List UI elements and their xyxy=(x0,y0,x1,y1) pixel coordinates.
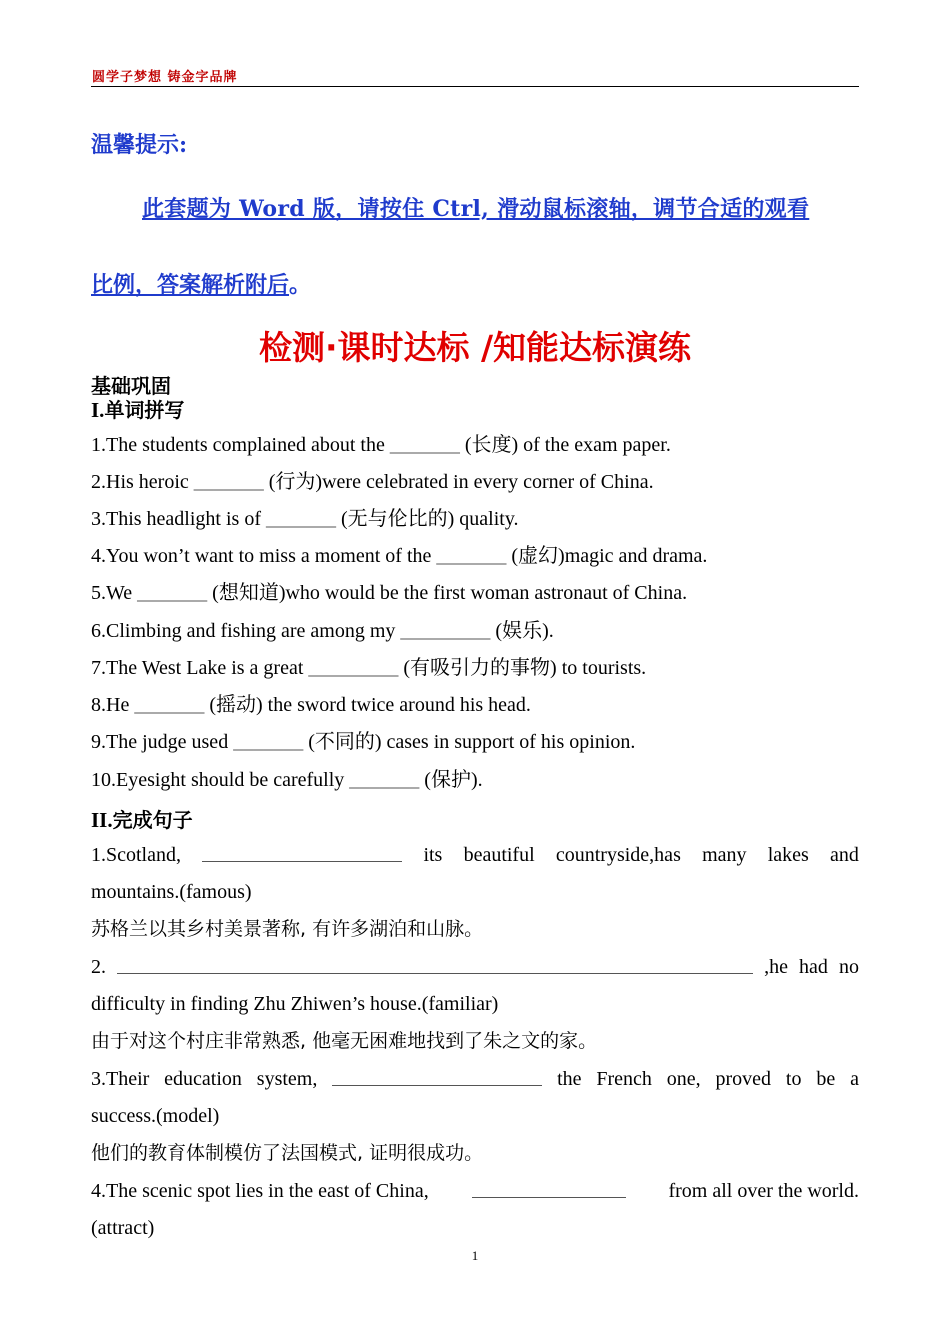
answer-blank[interactable] xyxy=(332,1067,542,1086)
part2-label: 完成句子 xyxy=(112,808,193,832)
answer-blank[interactable] xyxy=(202,843,402,862)
tip-line-2-end: 。 xyxy=(289,272,312,298)
spelling-item: 9.The judge used _______ (不同的) cases in support of his opinion. xyxy=(91,731,636,753)
sentence-2-line: 2. ,he had no xyxy=(91,956,859,978)
tip-title: 温馨提示: xyxy=(91,132,188,158)
sentence-3-cont: success.(model) xyxy=(91,1105,220,1127)
sentence-1-line: 1.Scotland, its beautiful countryside,has many lakes and xyxy=(91,844,859,866)
answer-blank[interactable] xyxy=(117,955,753,974)
spelling-item: 5.We _______ (想知道)who would be the first woman astronaut of China. xyxy=(91,582,688,604)
section-basic: 基础巩固 xyxy=(91,374,171,398)
spelling-item: 10.Eyesight should be carefully _______ (保护). xyxy=(91,769,483,791)
spelling-item: 6.Climbing and fishing are among my _________ (娱乐). xyxy=(91,620,554,642)
answer-blank[interactable] xyxy=(472,1179,626,1198)
sentence-1-cont: mountains.(famous) xyxy=(91,881,252,903)
sentence-2-translation: 由于对这个村庄非常熟悉, 他毫无困难地找到了朱之文的家。 xyxy=(91,1030,598,1052)
section-part1 xyxy=(91,394,184,423)
sentence-4-cont: (attract) xyxy=(91,1217,155,1239)
answer-blank[interactable]: _______ xyxy=(137,582,208,604)
spelling-item: 3.This headlight is of _______ (无与伦比的) quality. xyxy=(91,508,519,530)
tip-line-2 xyxy=(91,268,311,299)
header-rule xyxy=(91,86,859,87)
sentence-1-translation: 苏格兰以其乡村美景著称, 有许多湖泊和山脉。 xyxy=(91,918,484,940)
page-title: 检测·课时达标 /知能达标演练 xyxy=(258,328,692,367)
header-brand: 圆学子梦想 铸金字品牌 xyxy=(92,70,238,85)
answer-blank[interactable]: _______ xyxy=(389,434,460,456)
answer-blank[interactable]: _________ xyxy=(400,620,491,642)
page-number: 1 xyxy=(471,1248,479,1263)
spelling-item: 2.His heroic _______ (行为)were celebrated in every corner of China. xyxy=(91,471,654,493)
spelling-item: 8.He _______ (摇动) the sword twice around his head. xyxy=(91,694,531,716)
tip-line-1: 此套题为 Word 版，请按住 Ctrl, 滑动鼠标滚轴，调节合适的观看 xyxy=(142,196,810,222)
answer-blank[interactable]: _________ xyxy=(308,657,399,679)
section-part2 xyxy=(91,804,193,833)
answer-blank[interactable]: _______ xyxy=(134,694,205,716)
sentence-3-translation: 他们的教育体制模仿了法国模式, 证明很成功。 xyxy=(91,1142,484,1164)
sentence-3-line: 3.Their education system, the French one, proved to be a xyxy=(91,1068,859,1090)
answer-blank[interactable]: _______ xyxy=(265,508,336,530)
spelling-item: 4.You won’t want to miss a moment of the _______ (虚幻)magic and drama. xyxy=(91,545,708,567)
answer-blank[interactable]: _______ xyxy=(233,731,304,753)
sentence-2-cont: difficulty in finding Zhu Zhiwen’s house.(familiar) xyxy=(91,993,499,1015)
part1-label: 单词拼写 xyxy=(104,398,185,422)
part1-roman: I. xyxy=(91,398,105,422)
sentence-4-line: 4.The scenic spot lies in the east of China, from all over the world. xyxy=(91,1180,859,1202)
part2-roman: II. xyxy=(91,808,113,832)
spelling-item: 1.The students complained about the _______ (长度) of the exam paper. xyxy=(91,434,671,456)
answer-blank[interactable]: _______ xyxy=(436,545,507,567)
spelling-item: 7.The West Lake is a great _________ (有吸引力的事物) to tourists. xyxy=(91,657,647,679)
answer-blank[interactable]: _______ xyxy=(193,471,264,493)
tip-line-2-underlined: 比例，答案解析附后 xyxy=(91,272,290,298)
answer-blank[interactable]: _______ xyxy=(349,769,420,791)
